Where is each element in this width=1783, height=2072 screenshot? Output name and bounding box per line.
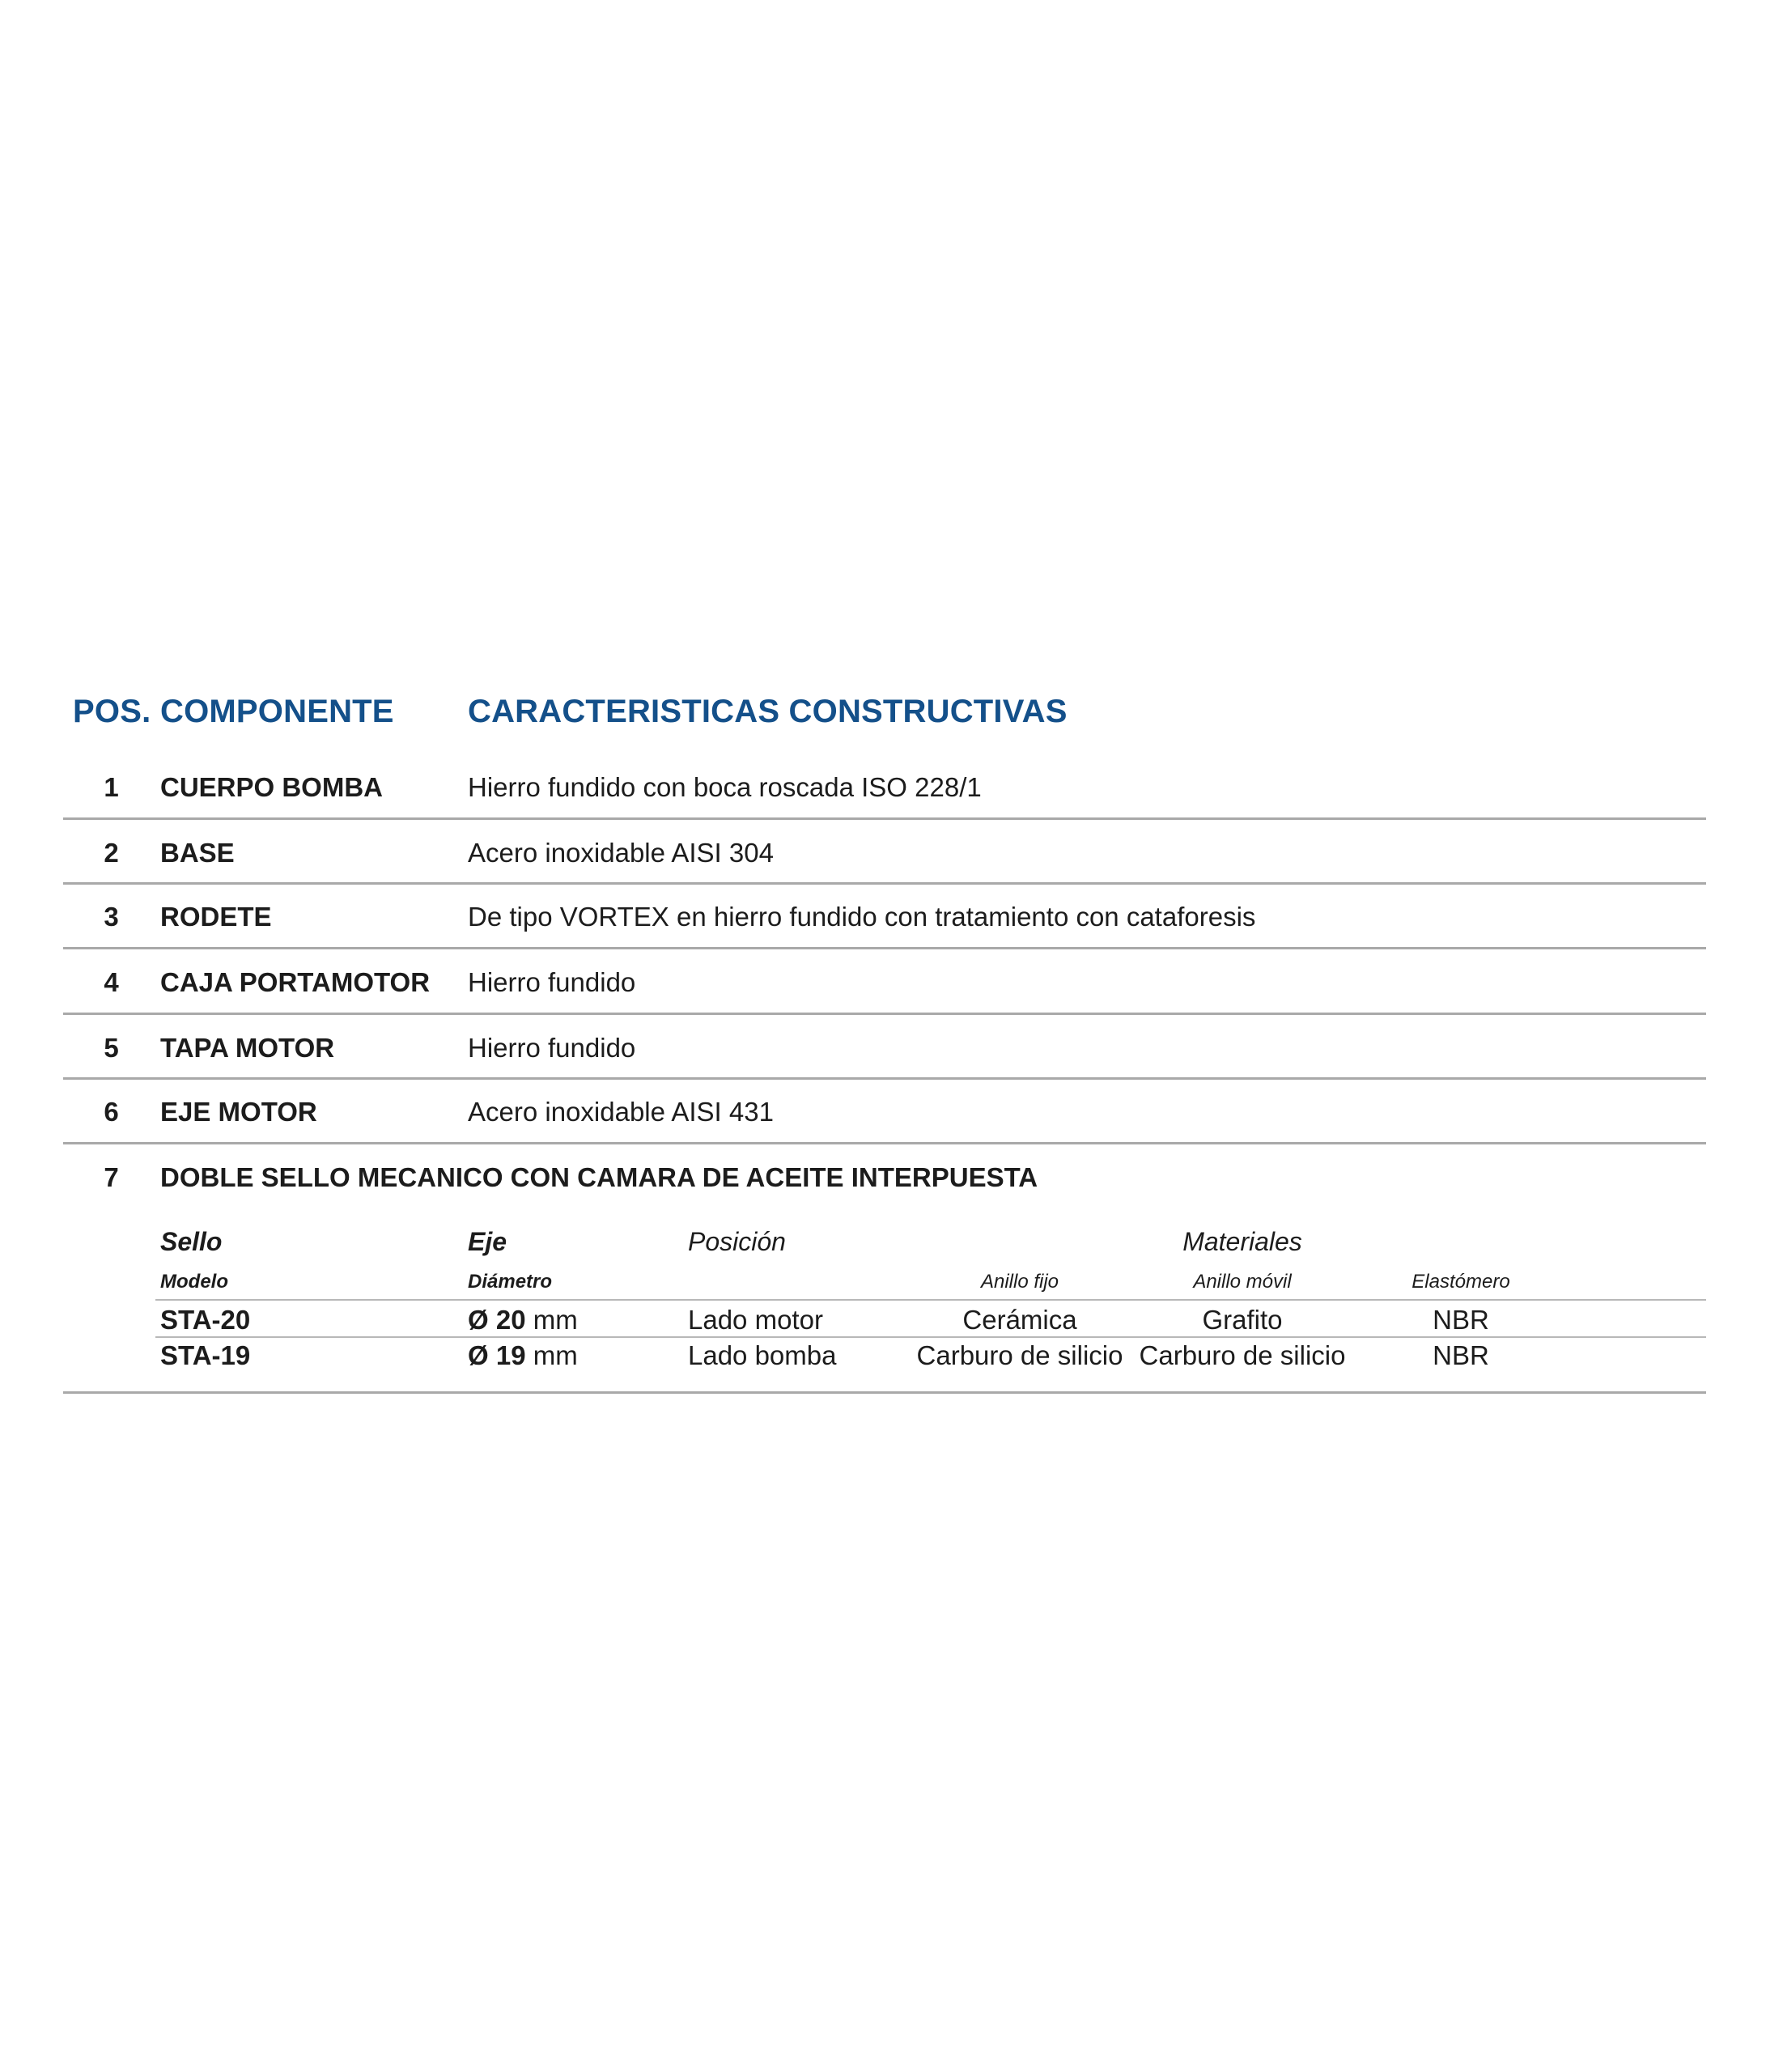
seal-diametro-unit: mm: [533, 1340, 578, 1370]
header-characteristics: CARACTERISTICAS CONSTRUCTIVAS: [468, 694, 1068, 729]
seal-diametro-value: Ø 19: [468, 1340, 526, 1370]
table-bottom-divider: [63, 1391, 1706, 1394]
row-description: Hierro fundido: [468, 967, 636, 997]
seal-posicion: Lado motor: [688, 1305, 823, 1335]
seal-header-divider: [155, 1299, 1706, 1301]
table-row: [0, 967, 1783, 1032]
row-description: Acero inoxidable AISI 431: [468, 1097, 774, 1127]
seal-modelo: STA-19: [160, 1340, 251, 1370]
row-divider: [63, 882, 1706, 885]
header-component: COMPONENTE: [160, 694, 394, 729]
seal-anillo-fijo: Carburo de silicio: [916, 1340, 1123, 1370]
seal-diametro: [468, 1305, 578, 1335]
row-pos: 5: [104, 1033, 119, 1063]
seal-diametro-unit: mm: [533, 1305, 578, 1335]
table-row: [0, 1097, 1783, 1161]
seal-header-eje: Eje: [468, 1227, 507, 1256]
row-pos: 7: [104, 1162, 119, 1192]
row-divider: [63, 1013, 1706, 1015]
seal-row-divider: [155, 1336, 1706, 1338]
seal-header-anillo-movil: Anillo móvil: [1193, 1271, 1292, 1293]
row-component: TAPA MOTOR: [160, 1033, 335, 1063]
seal-header-elastomero: Elastómero: [1412, 1271, 1510, 1293]
row-divider: [63, 947, 1706, 949]
table-row: [0, 1033, 1783, 1098]
row-divider: [63, 817, 1706, 820]
seal-diametro-value: Ø 20: [468, 1305, 526, 1335]
row-divider: [63, 1142, 1706, 1144]
seal-header-diametro: Diámetro: [468, 1271, 553, 1293]
row-component: RODETE: [160, 902, 272, 932]
row-description: Hierro fundido con boca roscada ISO 228/1: [468, 772, 982, 802]
header-pos: POS.: [73, 694, 151, 729]
seal-anillo-movil: Grafito: [1202, 1305, 1283, 1335]
seal-header-sello: Sello: [160, 1227, 223, 1256]
row-component: CUERPO BOMBA: [160, 772, 384, 802]
seal-header-modelo: Modelo: [160, 1271, 228, 1293]
seal-elastomero: NBR: [1433, 1305, 1489, 1335]
row-pos: 1: [104, 772, 119, 802]
row-description: Acero inoxidable AISI 304: [468, 838, 774, 868]
table-row: [0, 772, 1783, 837]
seal-modelo: STA-20: [160, 1305, 251, 1335]
row-component: CAJA PORTAMOTOR: [160, 967, 431, 997]
seal-diametro: [468, 1340, 578, 1371]
table-row: [0, 902, 1783, 966]
seal-header-materiales: Materiales: [1182, 1227, 1302, 1256]
seal-header-anillo-fijo: Anillo fijo: [980, 1271, 1059, 1293]
row-component: DOBLE SELLO MECANICO CON CAMARA DE ACEITE INTERPUESTA: [160, 1162, 1038, 1192]
row-description: De tipo VORTEX en hierro fundido con tratamiento con cataforesis: [468, 902, 1256, 932]
row-description: Hierro fundido: [468, 1033, 636, 1063]
seal-elastomero: NBR: [1433, 1340, 1489, 1370]
row-pos: 3: [104, 902, 119, 932]
seal-header-posicion: Posición: [688, 1227, 786, 1256]
table-row-seal: [0, 1162, 1783, 1227]
row-pos: 6: [104, 1097, 119, 1127]
table-row: [0, 838, 1783, 902]
seal-anillo-fijo: Cerámica: [962, 1305, 1077, 1335]
row-divider: [63, 1077, 1706, 1080]
row-component: BASE: [160, 838, 235, 868]
seal-posicion: Lado bomba: [688, 1340, 837, 1370]
row-component: EJE MOTOR: [160, 1097, 317, 1127]
row-pos: 2: [104, 838, 119, 868]
row-pos: 4: [104, 967, 119, 997]
seal-anillo-movil: Carburo de silicio: [1139, 1340, 1346, 1370]
